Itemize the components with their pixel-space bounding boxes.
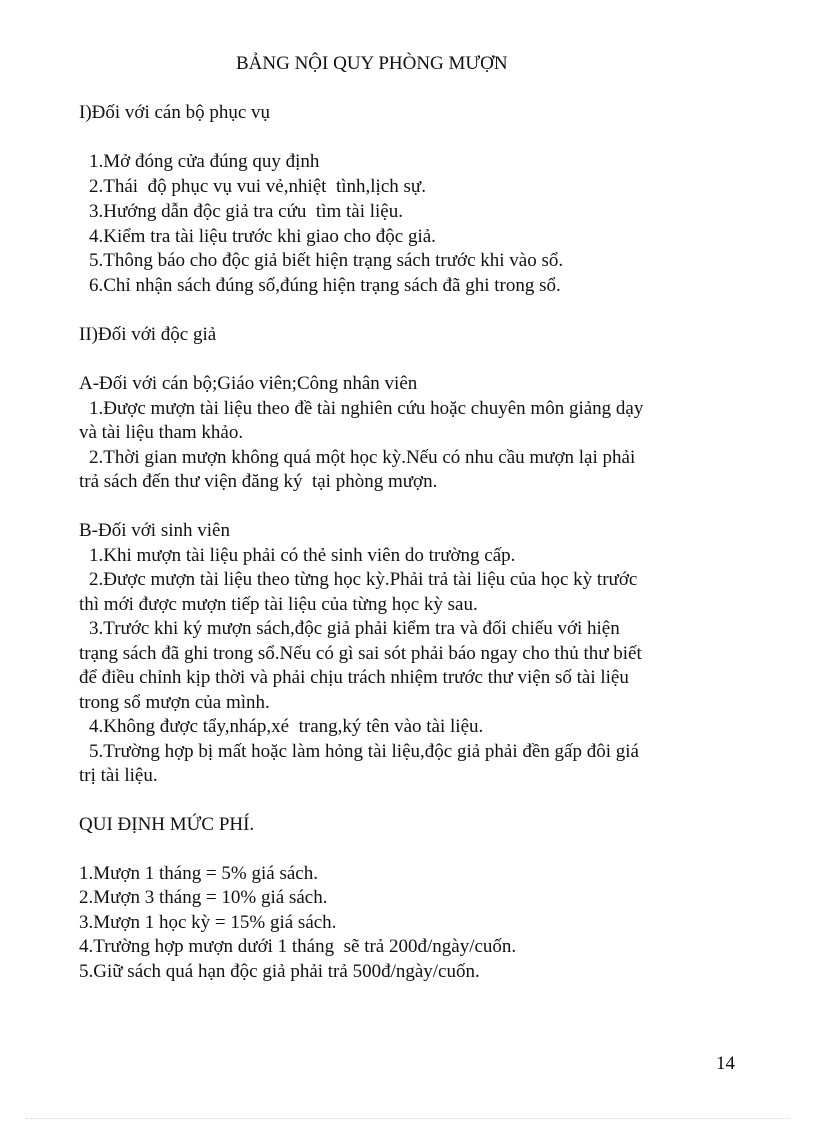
paragraph-line: 3.Trước khi ký mượn sách,độc giả phải kiểm tra và đối chiếu với hiện — [89, 618, 620, 639]
subsection-heading-staff-readers: A-Đối với cán bộ;Giáo viên;Công nhân viên — [79, 373, 418, 394]
fee-item: 3.Mượn 1 học kỳ = 15% giá sách. — [79, 912, 337, 933]
section-heading-readers: II)Đối với độc giả — [79, 324, 217, 345]
paragraph-line: trong sổ mượn của mình. — [79, 692, 270, 713]
fee-item: 2.Mượn 3 tháng = 10% giá sách. — [79, 887, 328, 908]
paragraph-line: trả sách đến thư viện đăng ký tại phòng mượn. — [79, 471, 438, 492]
list-item: 6.Chỉ nhận sách đúng số,đúng hiện trạng sách đã ghi trong sổ. — [89, 275, 561, 296]
list-item: 4.Kiểm tra tài liệu trước khi giao cho độc giả. — [89, 226, 436, 247]
paragraph-line: và tài liệu tham khảo. — [79, 422, 244, 443]
section-heading-staff: I)Đối với cán bộ phục vụ — [79, 102, 271, 123]
list-item: 5.Thông báo cho độc giả biết hiện trạng sách trước khi vào sổ. — [89, 250, 564, 271]
paragraph-line: thì mới được mượn tiếp tài liệu của từng học kỳ sau. — [79, 594, 478, 615]
subsection-heading-students: B-Đối với sinh viên — [79, 520, 230, 541]
paragraph-line: 4.Không được tẩy,nháp,xé trang,ký tên vào tài liệu. — [89, 716, 484, 737]
paragraph-line: 5.Trường hợp bị mất hoặc làm hỏng tài liệu,độc giả phải đền gấp đôi giá — [89, 741, 639, 762]
paragraph-line: 1.Khi mượn tài liệu phải có thẻ sinh viên do trường cấp. — [89, 545, 516, 566]
paragraph-line: trị tài liệu. — [79, 765, 158, 786]
page-title: BẢNG NỘI QUY PHÒNG MƯỢN — [236, 53, 508, 74]
paragraph-line: 2.Được mượn tài liệu theo từng học kỳ.Phải trả tài liệu của học kỳ trước — [89, 569, 638, 590]
list-item: 3.Hướng dẫn độc giả tra cứu tìm tài liệu. — [89, 201, 403, 222]
paragraph-line: trạng sách đã ghi trong sổ.Nếu có gì sai sót phải báo ngay cho thủ thư biết — [79, 643, 642, 664]
fee-item: 1.Mượn 1 tháng = 5% giá sách. — [79, 863, 318, 884]
paragraph-line: 2.Thời gian mượn không quá một học kỳ.Nếu có nhu cầu mượn lại phải — [89, 447, 636, 468]
fees-heading: QUI ĐỊNH MỨC PHÍ. — [79, 814, 255, 835]
page-bottom-divider — [26, 1118, 790, 1119]
list-item: 2.Thái độ phục vụ vui vẻ,nhiệt tình,lịch sự. — [89, 176, 426, 197]
paragraph-line: để điều chỉnh kịp thời và phải chịu trách nhiệm trước thư viện số tài liệu — [79, 667, 629, 688]
list-item: 1.Mở đóng cửa đúng quy định — [89, 151, 320, 172]
fee-item: 4.Trường hợp mượn dưới 1 tháng sẽ trả 200đ/ngày/cuốn. — [79, 936, 517, 957]
paragraph-line: 1.Được mượn tài liệu theo đề tài nghiên cứu hoặc chuyên môn giảng dạy — [89, 398, 644, 419]
fee-item: 5.Giữ sách quá hạn độc giả phải trả 500đ/ngày/cuốn. — [79, 961, 480, 982]
page-number: 14 — [716, 1053, 735, 1074]
